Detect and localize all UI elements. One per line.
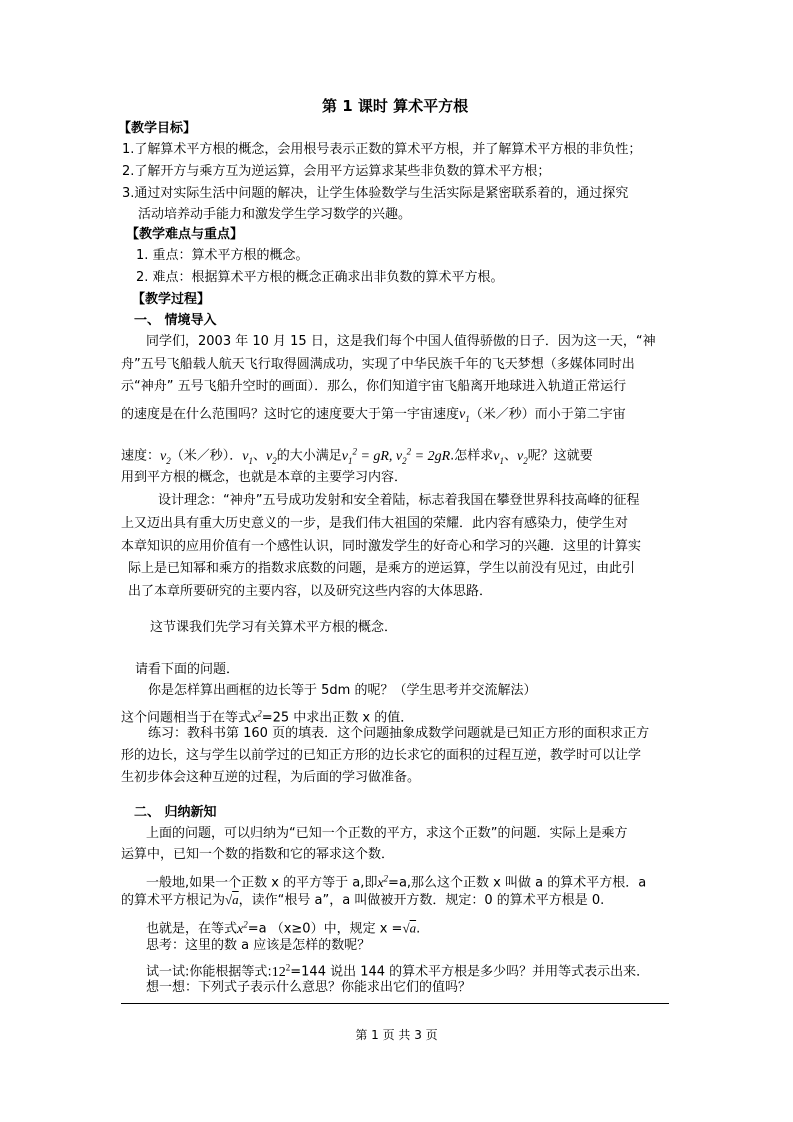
text: .怎样求 [450,448,494,464]
text: 的算术平方根记为 [121,893,226,908]
text: =144 说出 144 的算术平方根是多少吗？并用等式表示出来． [290,964,650,980]
text: 的速度是在什么范围吗？这时它的速度要大于第一宇宙速度 [121,407,460,422]
text: 的大小满足 [276,448,342,464]
part1-line-4 [121,405,626,429]
v2-symbol: $v_2$ [160,448,171,466]
part2-line-1: 上面的问题，可以归纳为“已知一个正数的平方，求这个正数”的问题．实际上是乘方 [146,826,628,841]
v1-symbol: $v_1$ [459,407,470,424]
x-squared: $x^2$ [237,919,248,937]
text: 速度： [121,448,161,464]
text: . [416,921,421,937]
goal-3: 3.通过对实际生活中问题的解决，让学生体验数学与生活实际是紧密联系着的，通过探究 [122,186,629,201]
text: 这个问题相当于在等式 [121,710,252,726]
goal-1: 1.了解算术平方根的概念，会用根号表示正数的算术平方根，并了解算术平方根的非负性； [122,142,642,157]
text: 一般地,如果一个正数 x 的平方等于 a,即 [146,875,378,891]
problem-line-2: 你是怎样算出画框的边长等于 5dm 的呢？（学生思考并交流解法） [148,683,537,698]
intro-line: 这节课我们先学习有关算术平方根的概念． [150,620,398,635]
part1-header: 一、 情境导入 [134,313,217,328]
text: 、 [252,448,266,464]
part2-line-2: 运算中，已知一个数的指数和它的幂求这个数． [121,847,395,862]
v2-symbol: $v_2$ [517,448,528,466]
text: 呢？这就要 [527,448,593,464]
text: 试一试:你能根据等式: [146,964,272,980]
design-line-3: 本章知识的应用价值有一个感性认识，同时激发学生的好奇心和学习的兴趣．这里的计算实 [121,539,642,554]
problem-line-1: 请看下面的问题． [135,662,240,677]
hard-point: 2. 难点：根据算术平方根的概念正确求出非负数的算术平方根。 [136,270,504,285]
part2-line-6: 思考：这里的数 a 应该是怎样的数呢？ [146,938,371,953]
v1-symbol: $v_1$ [493,448,505,466]
twelve-squared: $12^2$ [271,962,291,980]
sqrt-a: √a [402,920,417,936]
text: ，读作“根号 a”，a 叫做被开方数．规定：0 的算术平方根是 0. [238,893,605,908]
design-line-5: 出了本章所要研究的主要内容，以及研究这些内容的大体思路． [128,584,493,599]
problem-line-6: 生初步体会这种互逆的过程，为后面的学习做准备。 [121,770,421,785]
key-point: 1. 重点：算术平方根的概念。 [136,248,309,263]
v1-symbol: $v_1$ [242,448,253,466]
formula-v1-v2: $v_1^2$ = gR, $v_2^2 = 2gR$ [341,446,451,466]
part1-line-1: 同学们，2003 年 10 月 15 日，这是我们每个中国人值得骄傲的日子．因为这一天，“神 [146,334,656,349]
goal-2: 2.了解开方与乘方互为逆运算，会用平方运算求某些非负数的算术平方根； [122,164,551,179]
part1-line-6: 用到平方根的概念，也就是本章的主要学习内容． [121,470,408,485]
x-squared: $x^2$ [377,873,389,891]
part2-header: 二、 归纳新知 [134,805,217,820]
text: =25 中求出正数 x 的值． [261,710,414,726]
page-title: 第 1 课时 算术平方根 [322,97,469,115]
design-line-1: 设计理念：“神舟”五号成功发射和安全着陆，标志着我国在攀登世界科技高峰的征程 [158,493,640,508]
goals-header: 【教学目标】 [118,121,197,136]
part1-line-5 [121,441,593,470]
problem-line-4: 练习：教科书第 160 页的填表．这个问题抽象成数学问题就是已知正方形的面积求正方 [148,726,650,741]
text: 也就是，在等式 [146,921,238,937]
sqrt-a: √a [225,892,239,907]
part2-line-8: 想一想：下列式子表示什么意思？你能求出它们的值吗？ [146,980,472,995]
text: （米／秒）而小于第二宇宙 [469,407,626,422]
part2-line-4 [121,890,604,911]
design-line-2: 上又迈出具有重大历史意义的一步，是我们伟大祖国的荣耀．此内容有感染力，使学生对 [121,516,629,531]
text: 、 [504,448,518,464]
text: =a,那么这个正数 x 叫做 a 的算术平方根．a [388,875,647,891]
goal-3-cont: 活动培养动手能力和激发学生学习数学的兴趣。 [138,207,412,222]
text: （米／秒）． [170,448,243,464]
v2-symbol: $v_2$ [265,448,277,466]
design-line-4: 际上是已知幂和乘方的指数求底数的问题，是乘方的逆运算，学生以前没有见过，由此引 [128,561,636,576]
part1-line-3: 示“神舟” 五号飞船升空时的画面）．那么，你们知道宇宙飞船离开地球进入轨道正常运行 [121,379,627,394]
footer-rule [121,1003,669,1004]
x-squared: $x^2$ [251,708,262,726]
process-header: 【教学过程】 [132,292,211,307]
page-footer: 第 1 页 共 3 页 [355,1028,438,1042]
part1-line-2: 舟”五号飞船载人航天飞行取得圆满成功，实现了中华民族千年的飞天梦想（多媒体同时出 [121,357,635,372]
problem-line-5: 形的边长，这与学生以前学过的已知正方形的边长求它的面积的过程互逆，教学时可以让学 [121,748,642,763]
difficulty-header: 【教学难点与重点】 [126,227,244,242]
text: =a （x≥0）中，规定 x = [247,921,403,937]
